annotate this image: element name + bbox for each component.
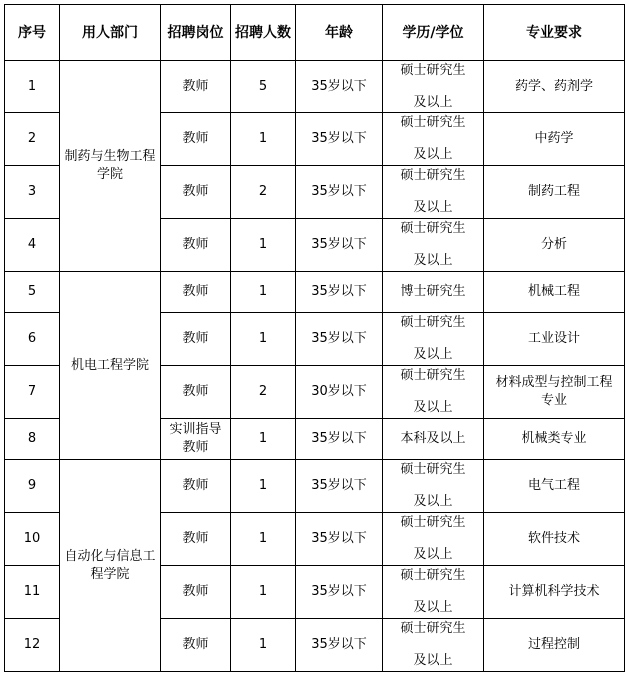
cell-post: 教师 — [161, 272, 231, 313]
cell-major: 药学、药剂学 — [484, 61, 625, 113]
cell-major: 机械工程 — [484, 272, 625, 313]
cell-post: 教师 — [161, 61, 231, 113]
cell-no: 4 — [5, 219, 60, 272]
cell-edu — [383, 619, 484, 672]
cell-edu — [383, 460, 484, 513]
header-age: 年龄 — [296, 5, 383, 61]
edu-line-1: 硕士研究生 — [400, 221, 466, 236]
edu-line-2: 及以上 — [413, 547, 453, 562]
edu-line-2: 及以上 — [413, 147, 453, 162]
cell-age: 35岁以下 — [296, 619, 383, 672]
edu-line-2: 及以上 — [413, 400, 453, 415]
cell-age: 35岁以下 — [296, 219, 383, 272]
cell-no: 5 — [5, 272, 60, 313]
cell-no: 12 — [5, 619, 60, 672]
cell-major: 软件技术 — [484, 513, 625, 566]
cell-post: 教师 — [161, 366, 231, 419]
cell-post: 教师 — [161, 619, 231, 672]
cell-major: 中药学 — [484, 113, 625, 166]
cell-edu — [383, 61, 484, 113]
header-dept: 用人部门 — [60, 5, 161, 61]
cell-edu: 本科及以上 — [383, 419, 484, 460]
table-row — [5, 61, 625, 113]
cell-age: 35岁以下 — [296, 61, 383, 113]
cell-count: 2 — [231, 366, 296, 419]
cell-post: 实训指导教师 — [161, 419, 231, 460]
cell-major: 制药工程 — [484, 166, 625, 219]
table-row — [5, 272, 625, 313]
cell-no: 6 — [5, 313, 60, 366]
edu-line-2: 及以上 — [413, 253, 453, 268]
edu-line-2: 及以上 — [413, 600, 453, 615]
cell-edu — [383, 513, 484, 566]
cell-count: 1 — [231, 513, 296, 566]
edu-line-1: 硕士研究生 — [400, 621, 466, 636]
header-no: 序号 — [5, 5, 60, 61]
cell-dept: 自动化与信息工程学院 — [60, 460, 161, 672]
cell-post: 教师 — [161, 166, 231, 219]
cell-age: 35岁以下 — [296, 113, 383, 166]
cell-no: 1 — [5, 61, 60, 113]
cell-age: 35岁以下 — [296, 460, 383, 513]
edu-line-1: 硕士研究生 — [400, 168, 466, 183]
cell-major: 工业设计 — [484, 313, 625, 366]
cell-count: 1 — [231, 419, 296, 460]
cell-post: 教师 — [161, 313, 231, 366]
edu-line-1: 硕士研究生 — [400, 62, 466, 78]
cell-major: 过程控制 — [484, 619, 625, 672]
cell-no: 3 — [5, 166, 60, 219]
edu-line-2: 及以上 — [413, 653, 453, 668]
cell-major: 材料成型与控制工程专业 — [484, 366, 625, 419]
cell-dept: 制药与生物工程学院 — [60, 61, 161, 272]
edu-line-2: 及以上 — [413, 494, 453, 509]
cell-age: 30岁以下 — [296, 366, 383, 419]
cell-age: 35岁以下 — [296, 513, 383, 566]
cell-count: 5 — [231, 61, 296, 113]
edu-line-1: 硕士研究生 — [400, 568, 466, 583]
edu-line-1: 硕士研究生 — [400, 462, 466, 477]
table-row — [5, 460, 625, 513]
cell-major: 机械类专业 — [484, 419, 625, 460]
cell-count: 1 — [231, 313, 296, 366]
cell-post: 教师 — [161, 219, 231, 272]
header-edu: 学历/学位 — [383, 5, 484, 61]
edu-line-2: 及以上 — [413, 347, 453, 362]
cell-major: 分析 — [484, 219, 625, 272]
cell-count: 1 — [231, 566, 296, 619]
cell-no: 10 — [5, 513, 60, 566]
header-count: 招聘人数 — [231, 5, 296, 61]
cell-no: 11 — [5, 566, 60, 619]
cell-edu — [383, 113, 484, 166]
edu-line-2: 及以上 — [413, 94, 453, 110]
cell-post: 教师 — [161, 513, 231, 566]
cell-count: 1 — [231, 219, 296, 272]
cell-major: 计算机科学技术 — [484, 566, 625, 619]
header-major: 专业要求 — [484, 5, 625, 61]
edu-line-2: 及以上 — [413, 200, 453, 215]
cell-dept: 机电工程学院 — [60, 272, 161, 460]
cell-age: 35岁以下 — [296, 272, 383, 313]
header-post: 招聘岗位 — [161, 5, 231, 61]
cell-count: 1 — [231, 460, 296, 513]
cell-count: 1 — [231, 619, 296, 672]
cell-edu — [383, 366, 484, 419]
cell-age: 35岁以下 — [296, 313, 383, 366]
cell-no: 7 — [5, 366, 60, 419]
cell-count: 2 — [231, 166, 296, 219]
edu-line-1: 硕士研究生 — [400, 115, 466, 130]
cell-count: 1 — [231, 113, 296, 166]
cell-edu — [383, 166, 484, 219]
recruitment-table — [4, 4, 625, 672]
edu-line-1: 硕士研究生 — [400, 368, 466, 383]
cell-age: 35岁以下 — [296, 166, 383, 219]
cell-age: 35岁以下 — [296, 566, 383, 619]
cell-major: 电气工程 — [484, 460, 625, 513]
header-row — [5, 5, 625, 61]
cell-post: 教师 — [161, 566, 231, 619]
cell-age: 35岁以下 — [296, 419, 383, 460]
edu-line-1: 硕士研究生 — [400, 515, 466, 530]
cell-post: 教师 — [161, 460, 231, 513]
cell-post: 教师 — [161, 113, 231, 166]
cell-edu: 博士研究生 — [383, 272, 484, 313]
cell-no: 9 — [5, 460, 60, 513]
cell-no: 2 — [5, 113, 60, 166]
edu-line-1: 硕士研究生 — [400, 315, 466, 330]
cell-count: 1 — [231, 272, 296, 313]
cell-no: 8 — [5, 419, 60, 460]
cell-edu — [383, 313, 484, 366]
cell-edu — [383, 566, 484, 619]
cell-edu — [383, 219, 484, 272]
